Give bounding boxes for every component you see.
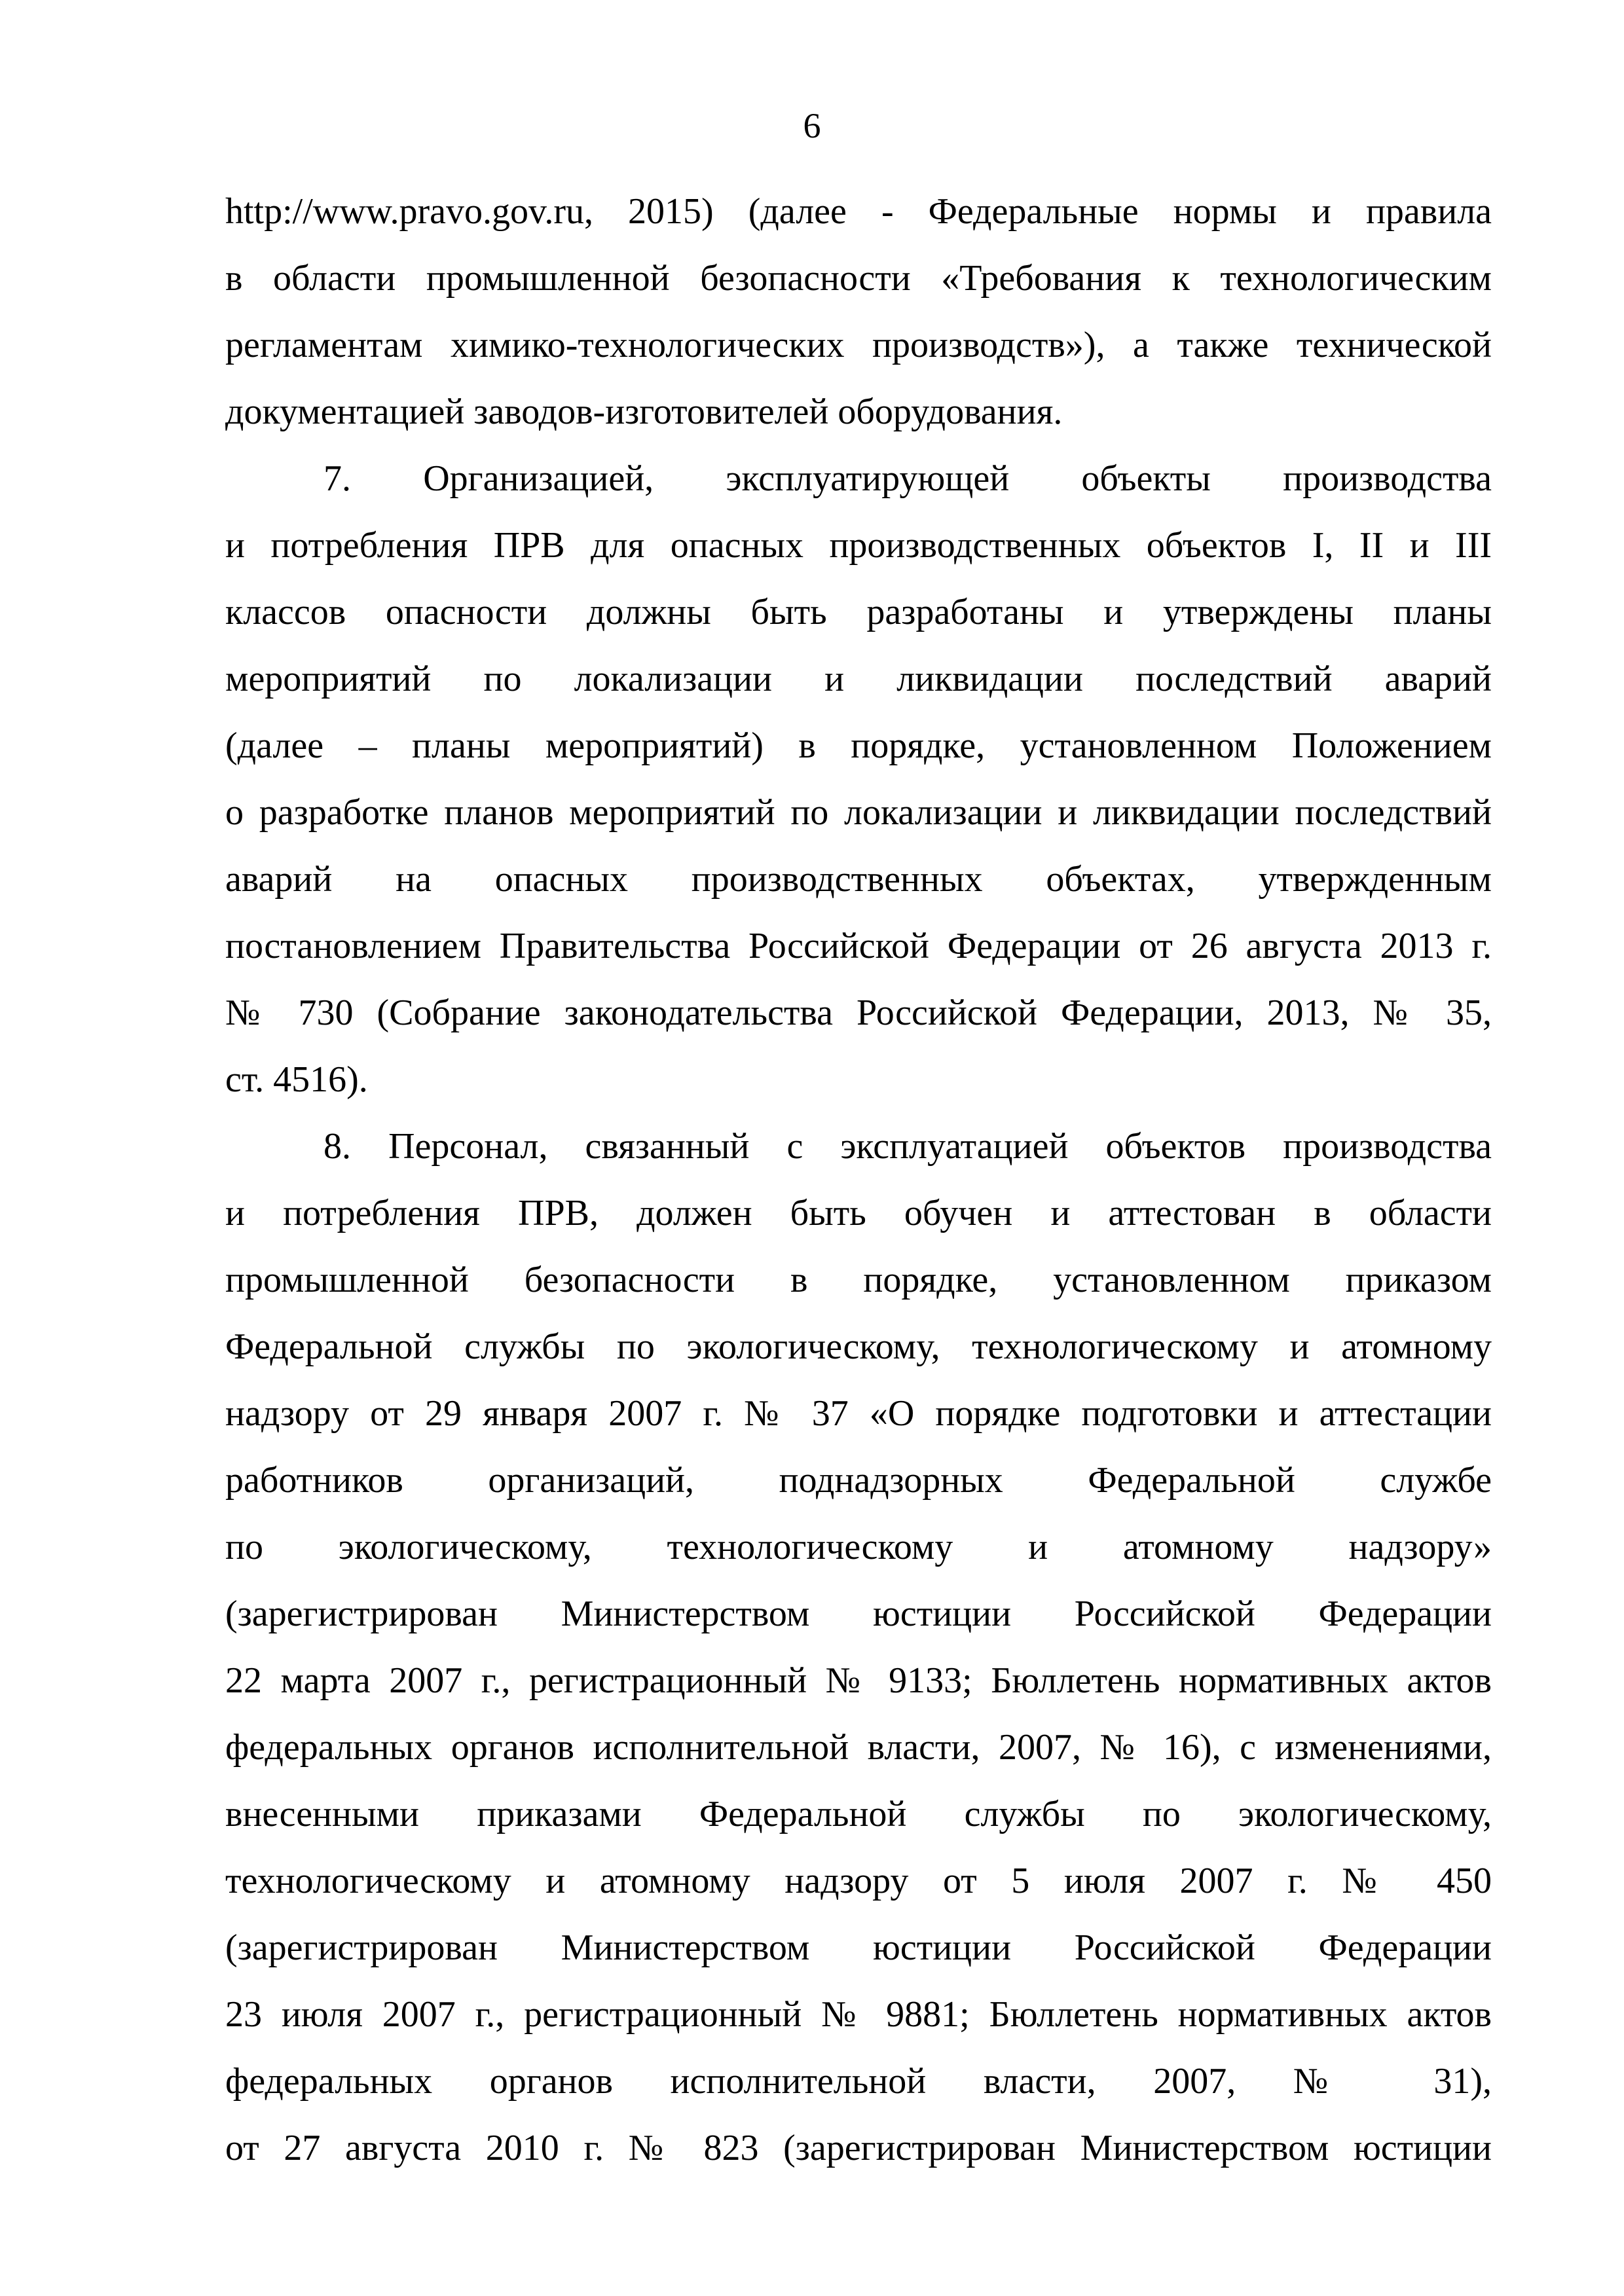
text-line: регламентам химико-технологических производств»), а также технической [225,325,1492,365]
text-line: аварий на опасных производственных объектах, утвержденным [225,859,1492,900]
paragraph-7-start: 7. Организацией, эксплуатирующей объекты производства [323,458,1492,499]
paragraph-8-start: 8. Персонал, связанный с эксплуатацией объектов производства [323,1126,1492,1167]
text-line: классов опасности должны быть разработаны и утверждены планы [225,592,1492,632]
text-line: в области промышленной безопасности «Требования к технологическим [225,258,1492,299]
text-line: внесенными приказами Федеральной службы по экологическому, [225,1794,1492,1834]
text-line: постановлением Правительства Российской Федерации от 26 августа 2013 г. [225,926,1492,966]
text-line: федеральных органов исполнительной власти, 2007, № 16), с изменениями, [225,1727,1492,1768]
text-line: по экологическому, технологическому и атомному надзору» [225,1527,1492,1567]
text-line: (далее – планы мероприятий) в порядке, установленном Положением [225,725,1492,766]
text-line: и потребления ПРВ, должен быть обучен и аттестован в области [225,1193,1492,1233]
text-line: промышленной безопасности в порядке, установленном приказом [225,1260,1492,1300]
text-line: работников организаций, поднадзорных Федеральной службе [225,1460,1492,1501]
text-line: http://www.pravo.gov.ru, 2015) (далее - Федеральные нормы и правила [225,191,1492,232]
text-line: 22 марта 2007 г., регистрационный № 9133; Бюллетень нормативных актов [225,1660,1492,1701]
text-line: технологическому и атомному надзору от 5 июля 2007 г. № 450 [225,1861,1492,1901]
text-line: 23 июля 2007 г., регистрационный № 9881; Бюллетень нормативных актов [225,1994,1492,2035]
text-line: и потребления ПРВ для опасных производственных объектов I, II и III [225,525,1492,566]
text-line: ст. 4516). [225,1059,368,1100]
text-line: Федеральной службы по экологическому, технологическому и атомному [225,1326,1492,1367]
text-line: (зарегистрирован Министерством юстиции Российской Федерации [225,1594,1492,1634]
text-line: от 27 августа 2010 г. № 823 (зарегистрирован Министерством юстиции [225,2128,1492,2168]
text-line: федеральных органов исполнительной власти, 2007, № 31), [225,2061,1492,2102]
text-line: документацией заводов-изготовителей оборудования. [225,392,1063,432]
text-line: (зарегистрирован Министерством юстиции Российской Федерации [225,1927,1492,1968]
page-number: 6 [803,106,821,145]
text-line: о разработке планов мероприятий по локализации и ликвидации последствий [225,792,1492,833]
document-body [225,178,1492,2181]
text-line: № 730 (Собрание законодательства Российской Федерации, 2013, № 35, [225,993,1492,1033]
text-line: надзору от 29 января 2007 г. № 37 «О порядке подготовки и аттестации [225,1393,1492,1434]
text-line: мероприятий по локализации и ликвидации последствий аварий [225,659,1492,699]
